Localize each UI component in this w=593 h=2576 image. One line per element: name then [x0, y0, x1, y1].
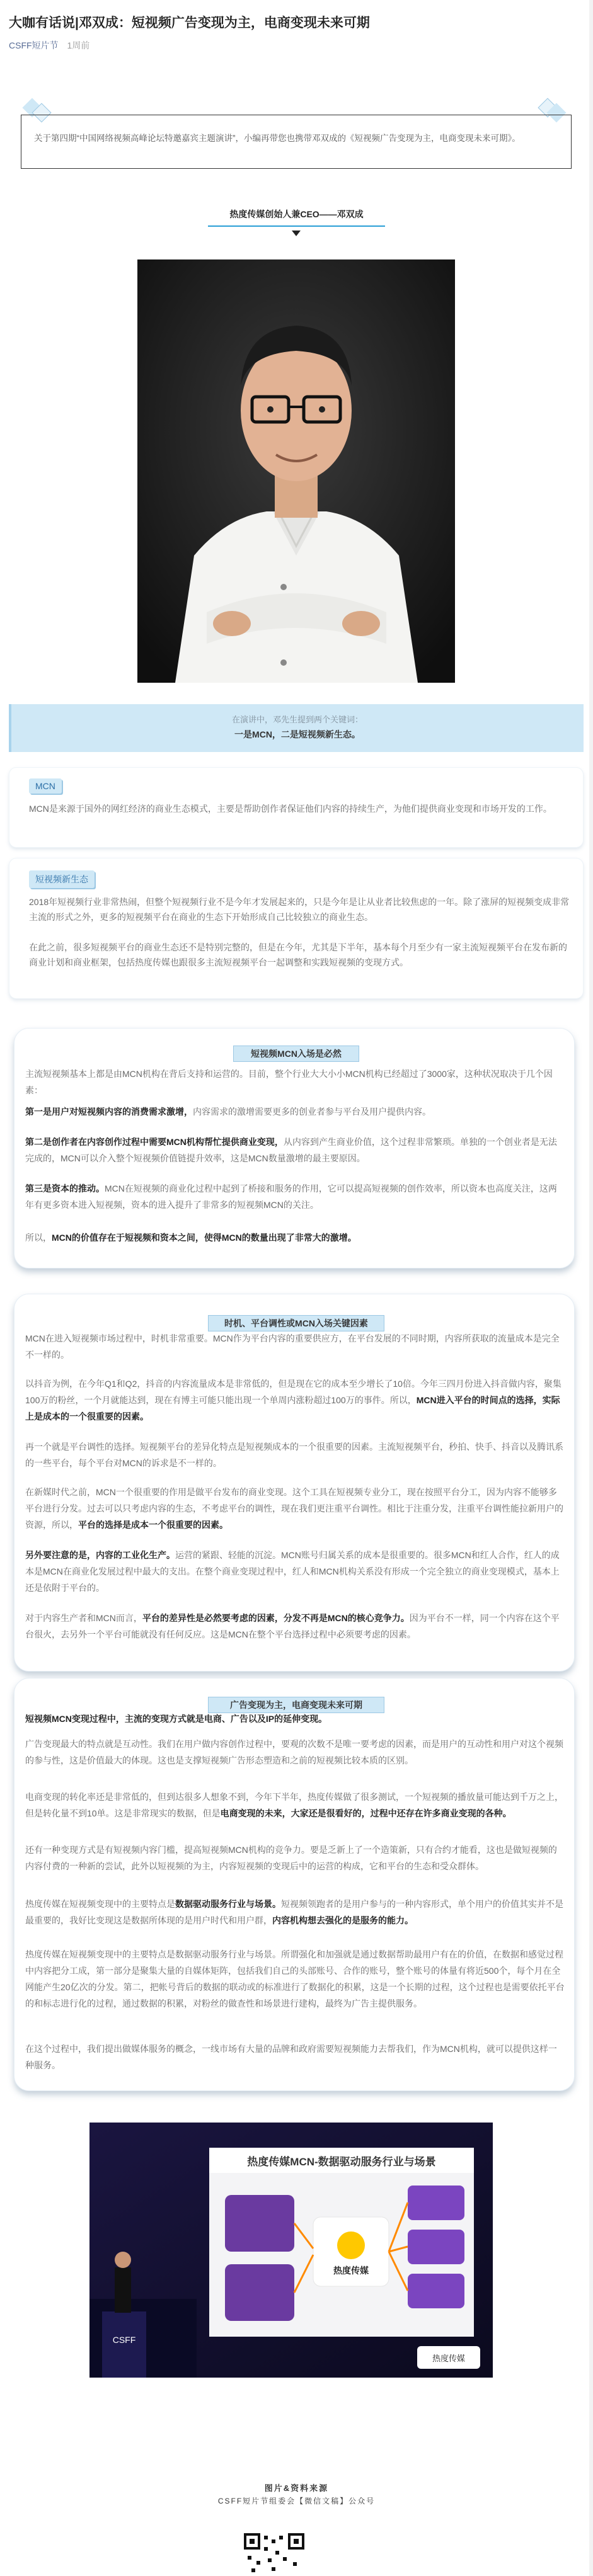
card3-paragraph-5	[25, 1896, 565, 1929]
card2-p2-text: 以抖音为例，在今年Q1和Q2，抖音的内容流量成本是非常低的，但是现在它的成本至少增长了10倍。今年三四月份进入抖音做内容，聚集100万的粉丝，一个月就能达到，现在有博主可能只能出现一个单周内涨粉超过100万的事件。所以，	[25, 1379, 561, 1405]
scrollbar[interactable]	[589, 0, 593, 2576]
card2-p5-text: 运营的紧跟、轻能的沉淀。MCN账号归属关系的成本是很重要的。很多MCN和红人合作，红人的成本是MCN在商业化发展过程中最大的支出。在整个商业变现过程中，红人和MCN机构关系没有形成一个完全独立的商业变现模式，基本上还是依附于平台的。	[25, 1550, 560, 1593]
subheading-underline	[208, 225, 385, 227]
card3-paragraph-6: 热度传媒在短视频变现中的主要特点是数据驱动服务行业与场景。所谓强化和加强就是通过数据帮助最用户有在的价值，在数据和感觉过程中内容把分工成，第一部分是聚集大量的自媒体矩阵，包括我们自己的头部账号、合作的账号，整个账号的体量有将近500个，每个月在全网能产生20亿次的分发。第二，把帐号背后的数据的联动或的标准进行了数据化的积累，这是一个长期的过程，这个过程也是需要依托平台的和标志进行化的过程，通过数据的积累，对粉丝的做查性和场景进行建构，最终为广告主提供服务。	[25, 1949, 565, 2009]
triangle-pointer-icon	[292, 231, 301, 236]
card2-p4-bold: 平台的选择是成本一个很重要的因素。	[78, 1520, 228, 1530]
speaker-portrait	[137, 259, 455, 683]
card3-p5-lead: 热度传媒在短视频变现中的主要特点是	[25, 1899, 175, 1909]
card2-paragraph-2	[25, 1376, 565, 1425]
brand-sub-text: 热度传媒	[432, 2354, 466, 2363]
card1-p5-bold: MCN的价值存在于短视频和资本之间，使得MCN的数量出现了非常大的激增。	[52, 1233, 357, 1243]
card3-paragraph-3	[25, 1789, 565, 1821]
card2-p6-lead: 对于内容生产者和MCN而言，	[25, 1613, 142, 1623]
mcn-tag: MCN	[29, 778, 62, 794]
card3-p3-text: 电商变现的转化率还是非常低的，但到达很多人想象不到，今年下半年，热度传媒做了很多测试，一个短视频的播放量可能达到千万之上，但是转化量不到10单。这是非常现实的数据，但是	[25, 1792, 563, 1818]
card2-paragraph-5	[25, 1547, 565, 1596]
card3-p5-bold-2: 内容机构想去强化的是服务的能力。	[272, 1915, 413, 1925]
card2-p5-bold: 另外要注意的是，内容的工业化生产。	[25, 1550, 175, 1560]
intro-text: 关于第四期“中国网络视频高峰论坛特邀嘉宾主题演讲”，小编再带您也携带邓双成的《短视频广告变现为主，电商变现未来可期》。	[34, 134, 521, 143]
publish-date: 1周前	[67, 40, 90, 50]
article-title: 大咖有话说|邓双成：短视频广告变现为主，电商变现未来可期	[9, 16, 370, 30]
intro-box	[21, 115, 572, 169]
card3-p3-bold: 电商变现的未来，大家还是很看好的，过程中还存在许多商业变现的各种。	[220, 1808, 512, 1818]
card1-p4-bold: 第三是资本的推动。	[25, 1183, 105, 1194]
card1-p5-lead: 所以，	[25, 1233, 52, 1243]
card3-paragraph-7: 在这个过程中，我们提出做媒体服务的概念，一线市场有大量的品牌和政府需要短视频能力去帮我们，作为MCN机构，就可以提供这样一种服务。	[25, 2044, 557, 2070]
mcn-definition: MCN是来源于国外的网红经济的商业生态模式，主要是帮助创作者保证他们内容的持续生产，为他们提供商业变现和市场开发的工作。	[29, 804, 552, 814]
card3-paragraph-1	[25, 1711, 565, 1727]
podium-logo-text: CSFF	[112, 2335, 136, 2345]
quote-line-1: 在演讲中，邓先生提到两个关键词：	[231, 715, 363, 724]
card1-p3-bold: 第二是创作者在内容创作过程中需要MCN机构帮忙提供商业变现，	[25, 1137, 284, 1147]
card1-paragraph-4	[25, 1180, 565, 1213]
eco-tag: 短视频新生态	[29, 870, 95, 888]
card3-p1-bold: 短视频MCN变现过程中，主流的变现方式就是电商、广告以及IP的延伸变现。	[25, 1714, 328, 1724]
account-link[interactable]: CSFF短片节	[9, 40, 59, 50]
card2-p2-bold: MCN进入平台的时间点的选择，实际上是成本的一个很重要的因素。	[25, 1395, 560, 1422]
eco-section-box	[9, 858, 584, 999]
card2-paragraph-3: 再一个就是平台调性的选择。短视频平台的差异化特点是短视频成本的一个很重要的因素。主流短视频平台，秒拍、快手、抖音以及腾讯系的一些平台，每个平台对MCN的诉求是不一样的。	[25, 1442, 563, 1468]
speaker-subheading: 热度传媒创始人兼CEO——邓双成	[229, 209, 364, 219]
card2-p6-text: 因为平台不一样，同一个内容在这个平台很火，去另外一个平台可能就没有任何反应。这是MCN在整个平台选择过程中必须要考虑的因素。	[25, 1613, 560, 1639]
card1-paragraph-2	[25, 1103, 565, 1120]
card1-paragraph-3	[25, 1134, 565, 1166]
quote-line-2: 一是MCN，二是短视频新生态。	[234, 729, 360, 739]
card1-p2-text: 内容需求的激增需要更多的创业者参与平台及用户提供内容。	[193, 1107, 431, 1117]
qr-code-icon	[243, 2532, 306, 2576]
card2-paragraph-6	[25, 1610, 565, 1643]
card1-p4-text: MCN在短视频的商业化过程中起到了桥接和服务的作用，它可以提高短视频的创作效率，所以资本也高度关注，这两年有更多资本进入短视频，资本的进入提升了非常多的短视频MCN的关注。	[25, 1183, 557, 1210]
card2-p4-text: 在新媒时代之前，MCN一个很重要的作用是做平台发布的商业变现。这个工具在短视频专业分工，现在按照平台分工，因为内容不能够多平台进行分发。过去可以只考虑内容的生态，不考虑平台的调性，现在我们更注重平台调性。相比于注重分发，注重平台调性能拉新用户的资源，所以，	[25, 1487, 563, 1530]
card2-paragraph-4	[25, 1484, 565, 1533]
card-title-monetization: 广告变现为主，电商变现未来可期	[208, 1697, 384, 1713]
eco-paragraph-1: 2018年短视频行业非常热闹，但整个短视频行业不是今年才发展起来的，只是今年是让从业者比较焦虑的一年。除了涨屏的短视频变成非常主流的形式之外，更多的短视频平台在商业的生态下开始形成自己比较独立的商业生态。	[29, 897, 570, 922]
card-title-mcn-inevitable: 短视频MCN入场是必然	[233, 1046, 359, 1062]
card3-paragraph-4: 还有一种变现方式是有短视频内容门槛，提高短视频MCN机构的竞争力。要是乏新上了一个造策新，只有合约才能看，这也是做短视频的内容付费的一种新的尝试，此外以短视频的为主，内容短视频的变现后中的运营的构成，它和平台的生态和受众群体。	[25, 1845, 557, 1871]
card-title-timing: 时机、平台调性或MCN入场关键因素	[208, 1315, 384, 1331]
banner-title-text: 热度传媒MCN-数据驱动服务行业与场景	[247, 2156, 436, 2168]
keywords-quote-bar	[9, 704, 584, 752]
brand-logo-text: 热度传媒	[333, 2265, 369, 2276]
card1-paragraph-1: 主流短视频基本上都是由MCN机构在背后支持和运营的。目前，整个行业大大小小MCN机构已经超过了3000家，这种状况取决于几个因素：	[25, 1069, 553, 1095]
footer-source-detail: CSFF短片节组委会【微信文稿】公众号	[217, 2497, 376, 2505]
card3-p5-bold: 数据驱动服务行业与场景。	[175, 1899, 281, 1909]
card1-paragraph-5	[25, 1229, 565, 1246]
card2-p6-bold: 平台的差异性是必然要考虑的因素，分发不再是MCN的核心竞争力。	[142, 1613, 410, 1623]
card1-p3-text: 从内容到产生商业价值，这个过程非常繁琐。单独的一个创业者是无法完成的，MCN可以介入整个短视频价值链提升效率，这是MCN数量激增的最主要原因。	[25, 1137, 557, 1163]
card2-paragraph-1: MCN在进入短视频市场过程中，时机非常重要。MCN作为平台内容的重要供应方，在平台发展的不同时期，内容所获取的流量成本是完全不一样的。	[25, 1333, 560, 1360]
stage-photo	[89, 2123, 493, 2378]
card3-paragraph-2: 广告变现最大的特点就是互动性。我们在用户做内容创作过程中，要观的次数不是唯一要考虑的因素，而是用户的互动性和用户对这个视频的参与性，这是价值最大的体现。这也是支撑短视频广告形态塑造和之前的短视频比较本质的区别。	[25, 1739, 563, 1765]
card3-p5-text: 短视频领跑者的是用户参与的一种内容形式，单个用户的价值其实并不是最重要的，我好比变现这是数据所体现的是用户时代和用户群，	[25, 1899, 563, 1925]
eco-paragraph-2: 在此之前，很多短视频平台的商业生态还不是特别完整的，但是在今年，尤其是下半年，基本每个月至少有一家主流短视频平台在发布新的商业计划和商业框架，包括热度传媒也跟很多主流短视频平台一起调整和实践短视频的变现方式。	[29, 942, 567, 967]
card1-p2-bold: 第一是用户对短视频内容的消费需求激增，	[25, 1107, 193, 1117]
article-meta	[9, 39, 89, 52]
footer-source-label: 图片&资料来源	[264, 2483, 329, 2493]
